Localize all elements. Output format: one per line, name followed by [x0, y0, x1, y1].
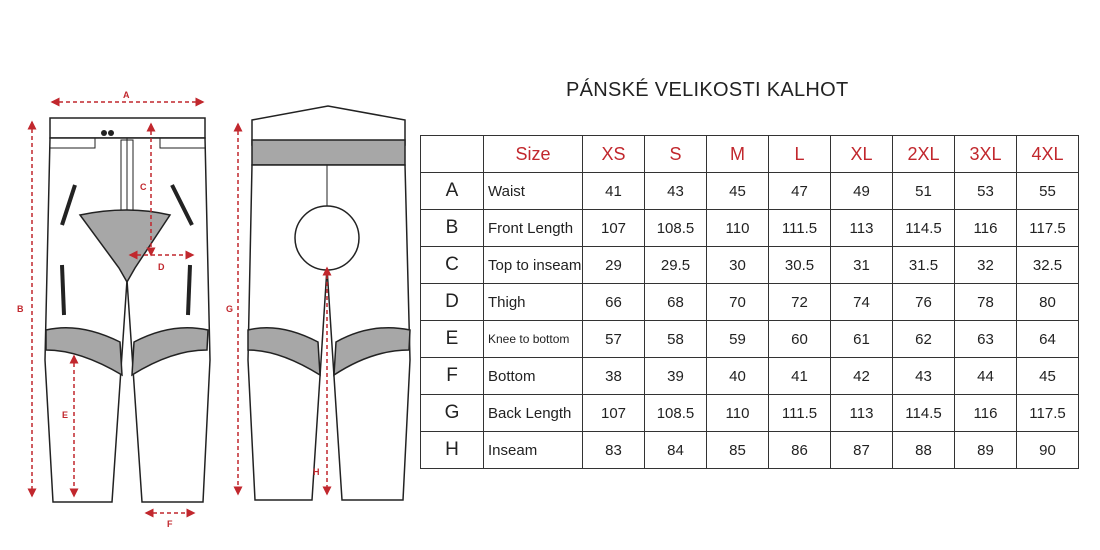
row-measurement-name: Inseam: [484, 432, 583, 469]
label-b: B: [17, 304, 24, 314]
table-cell: 38: [583, 358, 645, 395]
label-a: A: [123, 90, 130, 100]
row-measurement-name: Waist: [484, 173, 583, 210]
table-cell: 114.5: [893, 210, 955, 247]
table-cell: 44: [955, 358, 1017, 395]
table-cell: 84: [645, 432, 707, 469]
size-s: S: [645, 136, 707, 173]
row-letter: B: [421, 210, 484, 247]
back-view: [248, 106, 410, 500]
table-cell: 87: [831, 432, 893, 469]
table-cell: 114.5: [893, 395, 955, 432]
table-cell: 85: [707, 432, 769, 469]
table-cell: 39: [645, 358, 707, 395]
table-cell: 68: [645, 284, 707, 321]
size-xs: XS: [583, 136, 645, 173]
table-cell: 31.5: [893, 247, 955, 284]
row-measurement-name: Knee to bottom: [484, 321, 583, 358]
table-cell: 29.5: [645, 247, 707, 284]
table-row: [421, 432, 1079, 469]
header-corner: [421, 136, 484, 173]
table-row: [421, 210, 1079, 247]
size-table: [420, 135, 1079, 469]
front-waistband: [50, 118, 205, 138]
table-cell: 43: [645, 173, 707, 210]
table-cell: 57: [583, 321, 645, 358]
row-measurement-name: Top to inseam: [484, 247, 583, 284]
table-cell: 32: [955, 247, 1017, 284]
table-cell: 116: [955, 210, 1017, 247]
size-l: L: [769, 136, 831, 173]
table-cell: 58: [645, 321, 707, 358]
row-letter: D: [421, 284, 484, 321]
back-seat-circle: [295, 206, 359, 270]
label-g: G: [226, 304, 234, 314]
table-cell: 74: [831, 284, 893, 321]
label-f: F: [167, 519, 173, 529]
table-cell: 88: [893, 432, 955, 469]
table-row: [421, 247, 1079, 284]
table-cell: 32.5: [1017, 247, 1079, 284]
row-letter: C: [421, 247, 484, 284]
size-4xl: 4XL: [1017, 136, 1079, 173]
table-cell: 30: [707, 247, 769, 284]
table-cell: 61: [831, 321, 893, 358]
table-cell: 42: [831, 358, 893, 395]
table-row: [421, 358, 1079, 395]
row-measurement-name: Thigh: [484, 284, 583, 321]
table-cell: 116: [955, 395, 1017, 432]
table-cell: 63: [955, 321, 1017, 358]
size-header: Size: [484, 136, 583, 173]
label-e: E: [62, 410, 69, 420]
table-cell: 47: [769, 173, 831, 210]
table-cell: 40: [707, 358, 769, 395]
table-cell: 83: [583, 432, 645, 469]
label-c: C: [140, 182, 147, 192]
row-measurement-name: Bottom: [484, 358, 583, 395]
label-d: D: [158, 262, 165, 272]
table-row: [421, 395, 1079, 432]
row-measurement-name: Back Length: [484, 395, 583, 432]
table-cell: 55: [1017, 173, 1079, 210]
row-measurement-name: Front Length: [484, 210, 583, 247]
row-letter: H: [421, 432, 484, 469]
table-cell: 64: [1017, 321, 1079, 358]
table-cell: 53: [955, 173, 1017, 210]
table-cell: 49: [831, 173, 893, 210]
table-cell: 76: [893, 284, 955, 321]
table-cell: 90: [1017, 432, 1079, 469]
table-row: [421, 173, 1079, 210]
row-letter: G: [421, 395, 484, 432]
size-3xl: 3XL: [955, 136, 1017, 173]
size-xl: XL: [831, 136, 893, 173]
table-cell: 59: [707, 321, 769, 358]
row-letter: E: [421, 321, 484, 358]
size-2xl: 2XL: [893, 136, 955, 173]
table-cell: 72: [769, 284, 831, 321]
table-cell: 108.5: [645, 395, 707, 432]
table-cell: 117.5: [1017, 395, 1079, 432]
table-cell: 80: [1017, 284, 1079, 321]
table-cell: 66: [583, 284, 645, 321]
table-cell: 41: [769, 358, 831, 395]
table-cell: 107: [583, 395, 645, 432]
table-cell: 110: [707, 210, 769, 247]
row-letter: F: [421, 358, 484, 395]
table-cell: 30.5: [769, 247, 831, 284]
table-cell: 86: [769, 432, 831, 469]
table-cell: 31: [831, 247, 893, 284]
table-row: [421, 284, 1079, 321]
table-cell: 41: [583, 173, 645, 210]
table-cell: 108.5: [645, 210, 707, 247]
pants-diagram: [0, 0, 420, 550]
table-cell: 62: [893, 321, 955, 358]
front-view: [45, 118, 210, 502]
table-cell: 45: [1017, 358, 1079, 395]
table-cell: 111.5: [769, 210, 831, 247]
page-title: PÁNSKÉ VELIKOSTI KALHOT: [566, 79, 849, 101]
table-cell: 29: [583, 247, 645, 284]
table-cell: 43: [893, 358, 955, 395]
table-cell: 107: [583, 210, 645, 247]
back-yoke: [252, 140, 405, 165]
table-cell: 78: [955, 284, 1017, 321]
table-cell: 45: [707, 173, 769, 210]
row-letter: A: [421, 173, 484, 210]
table-cell: 60: [769, 321, 831, 358]
table-cell: 113: [831, 210, 893, 247]
size-m: M: [707, 136, 769, 173]
table-cell: 113: [831, 395, 893, 432]
label-h: H: [313, 467, 320, 477]
table-cell: 110: [707, 395, 769, 432]
table-cell: 117.5: [1017, 210, 1079, 247]
table-cell: 51: [893, 173, 955, 210]
table-cell: 89: [955, 432, 1017, 469]
back-waist: [252, 106, 405, 145]
size-header-row: [421, 136, 1079, 173]
table-row: [421, 321, 1079, 358]
table-cell: 70: [707, 284, 769, 321]
table-cell: 111.5: [769, 395, 831, 432]
